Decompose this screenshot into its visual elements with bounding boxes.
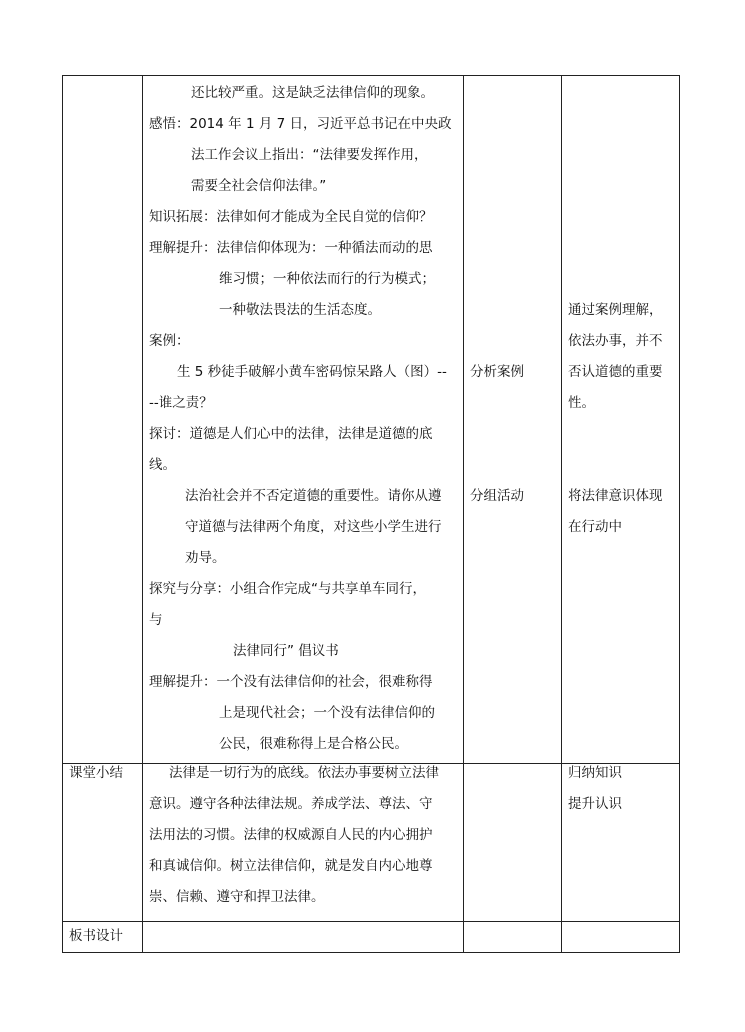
design-intent-cell <box>562 76 680 764</box>
summary-intent-line: 提升认识 <box>568 796 622 812</box>
content-line: 守道德与法律两个角度，对这些小学生进行 <box>185 519 442 535</box>
intent-line: 将法律意识体现 <box>568 488 663 504</box>
content-line: 案例： <box>149 333 190 349</box>
content-line: 一种敬法畏法的生活态度。 <box>219 302 381 318</box>
intent-line: 在行动中 <box>568 519 622 535</box>
intent-line: 通过案例理解， <box>568 302 663 318</box>
content-line: --谁之责？ <box>149 395 213 411</box>
table-row-board <box>63 922 680 953</box>
table-row-main <box>63 76 680 764</box>
stage-cell <box>63 76 143 764</box>
board-intent-cell <box>562 922 680 953</box>
content-line: 感悟：2014 年 1 月 7 日，习近平总书记在中央政 <box>149 116 452 132</box>
content-line: 需要全社会信仰法律。” <box>191 178 327 194</box>
content-line: 理解提升：法律信仰体现为：一种循法而动的思 <box>149 240 433 256</box>
summary-intent-cell <box>562 764 680 922</box>
activity-line: 分组活动 <box>470 488 524 504</box>
summary-line: 意识。遵守各种法律法规。养成学法、尊法、守 <box>149 796 433 812</box>
content-line: 还比较严重。这是缺乏法律信仰的现象。 <box>191 85 434 101</box>
summary-activity-cell <box>464 764 562 922</box>
lesson-plan-table <box>62 75 680 953</box>
summary-line: 法用法的习惯。法律的权威源自人民的内心拥护 <box>149 827 433 843</box>
content-line: 探究与分享：小组合作完成“与共享单车同行， <box>149 581 426 597</box>
intent-line: 依法办事，并不 <box>568 333 663 349</box>
board-label-cell <box>63 922 143 953</box>
summary-label: 课堂小结 <box>69 765 123 781</box>
content-line: 法律同行” 倡议书 <box>233 643 339 659</box>
content-line: 上是现代社会；一个没有法律信仰的 <box>219 705 435 721</box>
content-line: 法治社会并不否定道德的重要性。请你从遵 <box>185 488 442 504</box>
summary-line: 和真诚信仰。树立法律信仰，就是发自内心地尊 <box>149 858 433 874</box>
content-line: 知识拓展：法律如何才能成为全民自觉的信仰？ <box>149 209 433 225</box>
summary-intent-line: 归纳知识 <box>568 765 622 781</box>
teaching-content-cell <box>143 76 464 764</box>
board-label: 板书设计 <box>69 928 123 944</box>
summary-line: 法律是一切行为的底线。依法办事要树立法律 <box>169 765 439 781</box>
content-line: 探讨：道德是人们心中的法律，法律是道德的底 <box>149 426 433 442</box>
content-line: 维习惯；一种依法而行的行为模式； <box>219 271 435 287</box>
intent-line: 性。 <box>568 395 595 411</box>
content-line: 线。 <box>149 457 176 473</box>
board-content-cell <box>143 922 464 953</box>
student-activity-cell <box>464 76 562 764</box>
summary-content-cell <box>143 764 464 922</box>
content-line: 理解提升：一个没有法律信仰的社会，很难称得 <box>149 674 433 690</box>
intent-line: 否认道德的重要 <box>568 364 663 380</box>
content-line: 与 <box>149 612 163 628</box>
activity-line: 分析案例 <box>470 364 524 380</box>
summary-label-cell <box>63 764 143 922</box>
table-row-summary <box>63 764 680 922</box>
content-line: 法工作会议上指出：“法律要发挥作用， <box>191 147 428 163</box>
board-activity-cell <box>464 922 562 953</box>
content-line: 劝导。 <box>185 550 226 566</box>
content-line: 公民，很难称得上是合格公民。 <box>219 736 408 752</box>
content-line: 生 5 秒徒手破解小黄车密码惊呆路人（图）-- <box>177 364 447 380</box>
summary-line: 崇、信赖、遵守和捍卫法律。 <box>149 889 325 905</box>
